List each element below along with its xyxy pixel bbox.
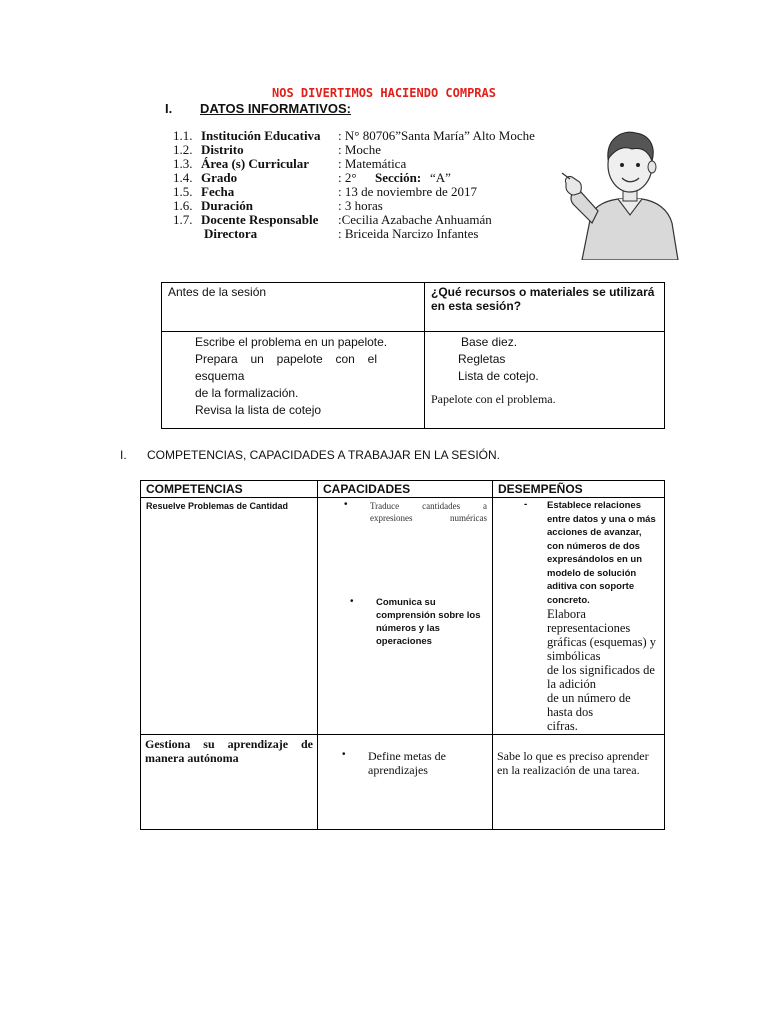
info-label: Directora bbox=[204, 226, 258, 241]
resource-item: Lista de cotejo. bbox=[458, 369, 539, 383]
before-item: de la formalización. bbox=[195, 386, 299, 400]
bullet-icon: • bbox=[344, 499, 348, 510]
row1-cap2-line: números y las bbox=[376, 623, 440, 634]
section2-number: I. bbox=[120, 448, 127, 462]
section2-title: COMPETENCIAS, CAPACIDADES A TRABAJAR EN LA SESIÓN. bbox=[147, 448, 500, 462]
table1-header-left: Antes de la sesión bbox=[162, 283, 425, 332]
des-line: concreto. bbox=[547, 594, 590, 606]
info-label: Distrito bbox=[201, 142, 244, 157]
bullet-icon: • bbox=[350, 596, 354, 607]
seccion-value: “A” bbox=[430, 170, 451, 185]
info-num: 1.2. bbox=[173, 142, 193, 157]
info-value: : Briceida Narcizo Infantes bbox=[338, 226, 479, 241]
seccion-label: Sección: bbox=[375, 170, 422, 185]
before-item: Revisa la lista de cotejo bbox=[195, 403, 322, 417]
des-serif-line: representaciones bbox=[547, 621, 631, 635]
row1-cap1 bbox=[370, 500, 487, 524]
row2-competencia-cell bbox=[141, 735, 318, 830]
dash-bullet: - bbox=[524, 499, 528, 510]
des-line: entre datos y una o más bbox=[547, 513, 656, 525]
table1-before-cell bbox=[162, 332, 425, 429]
info-num: 1.1. bbox=[173, 128, 193, 143]
before-item: Escribe el problema en un papelote. bbox=[195, 335, 388, 349]
info-label: Duración bbox=[201, 198, 253, 213]
document-title: NOS DIVERTIMOS HACIENDO COMPRAS bbox=[272, 86, 496, 100]
section1-title: DATOS INFORMATIVOS: bbox=[200, 101, 351, 116]
session-resources-table bbox=[161, 282, 665, 429]
row2-desempeno-cell bbox=[493, 735, 665, 830]
row1-competencia-cell bbox=[141, 498, 318, 735]
info-value: : 2° bbox=[338, 170, 357, 185]
info-label: Docente Responsable bbox=[201, 212, 319, 227]
des-line: aditiva con soporte bbox=[547, 581, 635, 592]
resource-item: Regletas bbox=[458, 352, 506, 366]
row1-cap2-line: operaciones bbox=[376, 636, 432, 647]
info-value: : 13 de noviembre de 2017 bbox=[338, 184, 477, 199]
info-value: : Moche bbox=[338, 142, 381, 157]
info-num: 1.6. bbox=[173, 198, 193, 213]
info-label: Institución Educativa bbox=[201, 128, 321, 143]
teacher-illustration bbox=[552, 125, 690, 260]
info-num: 1.7. bbox=[173, 212, 193, 227]
des-serif-line: cifras. bbox=[547, 719, 578, 733]
row1-desempenos-cell bbox=[493, 498, 665, 735]
des-serif-line: de los significados de bbox=[547, 663, 655, 677]
row2-competencia: Gestiona su aprendizaje de manera autónoma bbox=[145, 737, 313, 765]
row1-cap1-text: Traduce cantidades a expresiones numéricas bbox=[370, 501, 487, 523]
header-competencias: COMPETENCIAS bbox=[141, 481, 318, 498]
header-capacidades: CAPACIDADES bbox=[318, 481, 493, 498]
info-num: 1.3. bbox=[173, 156, 193, 171]
des-line: expresándolos en un bbox=[547, 554, 643, 565]
row1-capacidades-cell bbox=[318, 498, 493, 735]
info-value: : Matemática bbox=[338, 156, 407, 171]
info-num: 1.5. bbox=[173, 184, 193, 199]
info-num: 1.4. bbox=[173, 170, 193, 185]
row1-competencia: Resuelve Problemas de Cantidad bbox=[146, 501, 289, 511]
header-desempenos: DESEMPEÑOS bbox=[493, 481, 665, 498]
before-item: Prepara un papelote con el esquema bbox=[195, 352, 377, 383]
info-label: Grado bbox=[201, 170, 238, 185]
des-serif-line: simbólicas bbox=[547, 649, 601, 663]
row2-capacidad-cell bbox=[318, 735, 493, 830]
row2-capacidad: Define metas de aprendizajes bbox=[368, 749, 446, 777]
row2-desempeno: Sabe lo que es preciso aprender en la realización de una tarea. bbox=[497, 749, 649, 777]
info-value: : 3 horas bbox=[338, 198, 383, 213]
section1-number: I. bbox=[165, 101, 173, 116]
row1-cap2-line: comprensión sobre los bbox=[376, 610, 481, 621]
info-value: :Cecilia Azabache Anhuamán bbox=[338, 212, 492, 227]
des-serif-line: de un número de bbox=[547, 691, 631, 705]
table1-header-right: ¿Qué recursos o materiales se utilizará en esta sesión? bbox=[425, 283, 665, 332]
des-serif-line: gráficas (esquemas) y bbox=[547, 635, 656, 649]
des-line: modelo de solución bbox=[547, 567, 637, 579]
table1-resources-cell bbox=[425, 332, 665, 429]
des-serif-line: la adición bbox=[547, 677, 596, 691]
des-line: con números de dos bbox=[547, 540, 640, 552]
des-line: Establece relaciones bbox=[547, 500, 641, 511]
resource-item: Base diez. bbox=[461, 335, 518, 349]
info-label: Área (s) Curricular bbox=[201, 156, 310, 171]
bullet-icon: • bbox=[342, 749, 346, 760]
row1-cap2-line: Comunica su bbox=[376, 597, 436, 608]
des-serif-line: Elabora bbox=[547, 607, 586, 621]
des-serif-line: hasta dos bbox=[547, 705, 594, 719]
info-label: Fecha bbox=[201, 184, 235, 199]
resource-note: Papelote con el problema. bbox=[431, 392, 556, 406]
des-line: acciones de avanzar, bbox=[547, 527, 642, 538]
info-value: : N° 80706”Santa María” Alto Moche bbox=[338, 128, 535, 143]
competencias-table bbox=[140, 480, 665, 830]
